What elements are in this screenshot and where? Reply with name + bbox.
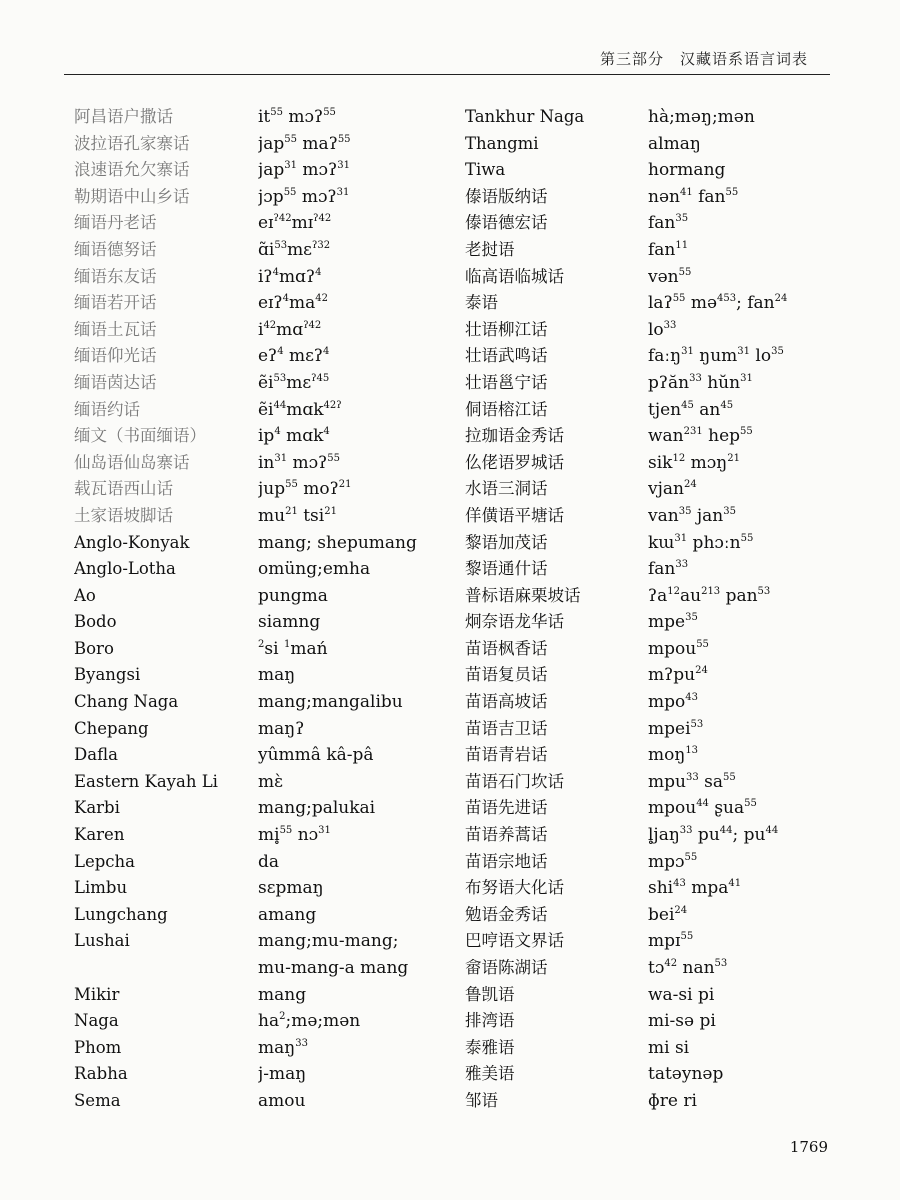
table-cell: 壮语武鸣话 bbox=[465, 346, 548, 366]
table-cell: Thangmi bbox=[465, 133, 539, 153]
table-cell: 勉语金秀话 bbox=[465, 904, 548, 924]
table-cell: omüng;emha bbox=[258, 559, 371, 580]
table-cell: $ɑ̃i^{53}mɛ^{ʔ32}$ bbox=[258, 239, 331, 260]
table-cell: 波拉语孔家寨话 bbox=[74, 133, 190, 153]
table-cell: 雅美语 bbox=[465, 1064, 515, 1084]
table-cell: nən$^{41}$ fan$^{55}$ bbox=[648, 186, 739, 207]
table-cell: $lo^{33}$ bbox=[648, 319, 677, 340]
table-cell: Anglo-Lotha bbox=[74, 559, 176, 579]
table-cell: $ip^4$ mɑk$^4$ bbox=[258, 426, 330, 447]
table-cell: 排湾语 bbox=[465, 1011, 515, 1031]
table-cell: Chang Naga bbox=[74, 692, 179, 712]
table-cell: 傣语版纳话 bbox=[465, 186, 548, 206]
header-rule bbox=[64, 74, 830, 75]
table-cell: 炯奈语龙华话 bbox=[465, 612, 564, 632]
table-cell: jup$^{55}$ moʔ$^{21}$ bbox=[258, 479, 352, 500]
table-cell: Phom bbox=[74, 1037, 122, 1057]
table-cell: siamng bbox=[258, 612, 321, 633]
table-cell: 缅语丹老话 bbox=[74, 213, 157, 233]
table-cell: eɪ$^{ʔ42}$mɪ$^{ʔ42}$ bbox=[258, 213, 332, 234]
table-cell: $mu^{21}$ tsi$^{21}$ bbox=[258, 505, 337, 526]
table-cell: faːŋ$^{31}$ ŋum$^{31}$ $lo^{35}$ bbox=[648, 346, 784, 367]
table-cell: 阿昌语户撒话 bbox=[74, 107, 173, 126]
table-cell: mpɪ$^{55}$ bbox=[648, 931, 694, 952]
table-cell: wa-si pi bbox=[648, 984, 715, 1005]
table-cell: fan$^{35}$ bbox=[648, 213, 689, 234]
table-cell: 苗语复员话 bbox=[465, 665, 548, 685]
table-cell: vən$^{55}$ bbox=[648, 266, 692, 287]
table-cell: 土家语坡脚话 bbox=[74, 505, 173, 525]
table-cell: 苗语青岩话 bbox=[465, 745, 548, 765]
table-cell: $ʔa^{12}au^{213}$ pan$^{53}$ bbox=[648, 585, 771, 606]
table-cell: Lushai bbox=[74, 931, 130, 951]
table-cell: mpe$^{35}$ bbox=[648, 612, 698, 633]
table-cell: mi̥$^{55}$ nɔ$^{31}$ bbox=[258, 825, 331, 846]
table-cell: pungma bbox=[258, 585, 328, 606]
table-cell: $in^{31}$ mɔʔ$^{55}$ bbox=[258, 452, 341, 473]
table-cell: 邹语 bbox=[465, 1090, 498, 1110]
table-cell: 苗语吉卫话 bbox=[465, 718, 548, 738]
table-cell: bei$^{24}$ bbox=[648, 904, 688, 925]
table-cell: Limbu bbox=[74, 878, 128, 898]
table-cell: Karbi bbox=[74, 798, 120, 818]
table-cell: 苗语先进话 bbox=[465, 798, 548, 818]
table-cell: ɸre ri bbox=[648, 1090, 697, 1111]
table-cell: mang;mu-mang; bbox=[258, 931, 399, 952]
table-cell: eʔ$^4$ mɛʔ$^4$ bbox=[258, 346, 330, 367]
table-cell: Tankhur Naga bbox=[465, 107, 585, 126]
table-cell: tjen$^{45}$ $an^{45}$ bbox=[648, 399, 734, 420]
table-cell: da bbox=[258, 851, 280, 872]
table-cell: vjan$^{24}$ bbox=[648, 479, 697, 500]
table-cell: mi si bbox=[648, 1037, 690, 1058]
table-cell: 苗语枫香话 bbox=[465, 638, 548, 658]
table-cell: l̥jaŋ$^{33}$ $pu^{44}$; $pu^{44}$ bbox=[648, 825, 779, 846]
table-cell: 鲁凯语 bbox=[465, 984, 515, 1004]
table-cell: sɛpmaŋ bbox=[258, 878, 324, 899]
table-cell: 仫佬语罗城话 bbox=[465, 452, 564, 472]
table-cell: Naga bbox=[74, 1011, 119, 1031]
table-cell: $i^{42}mɑ^{ʔ42}$ bbox=[258, 319, 322, 340]
table-cell: 苗语石门坎话 bbox=[465, 771, 564, 791]
table-cell: ẽi$^{53}$mɛ$^{ʔ45}$ bbox=[258, 372, 330, 393]
table-cell: 缅语茵达话 bbox=[74, 372, 157, 392]
table-cell: 黎语加茂话 bbox=[465, 532, 548, 552]
table-cell: mpo$^{43}$ bbox=[648, 692, 698, 713]
table-cell: jap$^{31}$ mɔʔ$^{31}$ bbox=[258, 160, 350, 181]
table-cell: Karen bbox=[74, 825, 125, 845]
column-language-names-right bbox=[465, 104, 640, 1115]
column-forms-right bbox=[648, 104, 848, 1115]
table-cell: wan$^{231}$ hep$^{55}$ bbox=[648, 426, 753, 447]
table-cell: 侗语榕江话 bbox=[465, 399, 548, 419]
table-cell: Chepang bbox=[74, 718, 149, 738]
table-cell: 缅文（书面缅语） bbox=[74, 426, 206, 446]
table-cell: mang;mangalibu bbox=[258, 692, 403, 713]
table-cell: Eastern Kayah Li bbox=[74, 771, 218, 791]
table-cell: pʔăn$^{33}$ hŭn$^{31}$ bbox=[648, 372, 753, 393]
table-cell: 浪速语允欠寨话 bbox=[74, 160, 190, 180]
table-cell: 壮语邕宁话 bbox=[465, 372, 548, 392]
table-cell: 佯僙语平塘话 bbox=[465, 505, 564, 525]
table-cell: Dafla bbox=[74, 745, 118, 765]
table-cell: maŋʔ bbox=[258, 718, 305, 739]
table-cell: 巴哼语文界话 bbox=[465, 931, 564, 951]
table-cell: 载瓦语西山话 bbox=[74, 479, 173, 499]
table-cell: $eɪʔ^4ma^{42}$ bbox=[258, 293, 328, 314]
table-cell: almaŋ bbox=[648, 133, 701, 154]
table-cell: 壮语柳江话 bbox=[465, 319, 548, 339]
column-forms-left bbox=[258, 104, 458, 1115]
table-cell bbox=[74, 955, 254, 982]
table-cell: 老挝语 bbox=[465, 239, 515, 259]
table-cell: moŋ$^{13}$ bbox=[648, 745, 699, 766]
table-cell: Lepcha bbox=[74, 851, 135, 871]
table-cell: 仙岛语仙岛寨话 bbox=[74, 452, 190, 472]
table-cell: hormang bbox=[648, 160, 726, 181]
table-cell: 缅语若开话 bbox=[74, 293, 157, 313]
table-cell: mpu$^{33}$ $sa^{55}$ bbox=[648, 771, 736, 792]
table-cell: maŋ$^{33}$ bbox=[258, 1037, 308, 1058]
table-cell: mpou$^{55}$ bbox=[648, 638, 709, 659]
table-cell: j-maŋ bbox=[258, 1064, 307, 1085]
table-cell: 缅语土瓦话 bbox=[74, 319, 157, 339]
table-cell: 苗语养蒿话 bbox=[465, 825, 548, 845]
table-cell: iʔ$^4$mɑʔ$^4$ bbox=[258, 266, 322, 287]
table-cell: Sema bbox=[74, 1090, 121, 1110]
table-cell: Rabha bbox=[74, 1064, 128, 1084]
table-cell: mang bbox=[258, 984, 307, 1005]
table-cell: shi$^{43}$ mpa$^{41}$ bbox=[648, 878, 742, 899]
table-cell: fan$^{33}$ bbox=[648, 559, 689, 580]
table-cell: laʔ$^{55}$ mə$^{453}$; fan$^{24}$ bbox=[648, 293, 788, 314]
table-cell: jɔp$^{55}$ mɔʔ$^{31}$ bbox=[258, 186, 350, 207]
column-language-names-left bbox=[74, 104, 254, 1115]
table-cell: 苗语宗地话 bbox=[465, 851, 548, 871]
table-cell: Bodo bbox=[74, 612, 117, 632]
table-cell: 勒期语中山乡话 bbox=[74, 186, 190, 206]
table-cell: fan$^{11}$ bbox=[648, 239, 689, 260]
table-cell: mu-mang-a mang bbox=[258, 958, 409, 978]
table-cell: 临高语临城话 bbox=[465, 266, 564, 286]
table-cell: maŋ bbox=[258, 665, 296, 686]
table-cell: Ao bbox=[74, 585, 96, 605]
table-cell: 水语三洞话 bbox=[465, 479, 548, 499]
table-cell: mang;palukai bbox=[258, 798, 376, 819]
table-cell: 缅语约话 bbox=[74, 399, 140, 419]
table-cell: Mikir bbox=[74, 984, 120, 1004]
page-number: 1769 bbox=[789, 1138, 828, 1156]
table-cell: $it^{55}$ mɔʔ$^{55}$ bbox=[258, 107, 336, 127]
table-cell: 泰雅语 bbox=[465, 1037, 515, 1057]
table-cell: 傣语德宏话 bbox=[465, 213, 548, 233]
table-cell: jap$^{55}$ maʔ$^{55}$ bbox=[258, 133, 351, 154]
table-cell: tatəynəp bbox=[648, 1064, 724, 1085]
table-cell: 缅语东友话 bbox=[74, 266, 157, 286]
table-cell: mʔpu$^{24}$ bbox=[648, 665, 708, 686]
table-cell: Tiwa bbox=[465, 160, 506, 180]
table-cell: mpou$^{44}$ ʂua$^{55}$ bbox=[648, 798, 757, 819]
table-cell: amang bbox=[258, 904, 317, 925]
table-cell: yûmmâ kâ-pâ bbox=[258, 745, 374, 766]
table-cell: tɔ$^{42}$ nan$^{53}$ bbox=[648, 958, 728, 978]
table-cell: Byangsi bbox=[74, 665, 141, 685]
table-cell: van$^{35}$ jan$^{35}$ bbox=[648, 505, 736, 526]
table-cell: mang; shepumang bbox=[258, 532, 417, 553]
table-cell: 拉珈语金秀话 bbox=[465, 426, 564, 446]
table-cell: 缅语德努话 bbox=[74, 239, 157, 259]
table-cell: sik$^{12}$ mɔŋ$^{21}$ bbox=[648, 452, 740, 473]
table-cell: 布努语大化话 bbox=[465, 878, 564, 898]
table-cell: 黎语通什话 bbox=[465, 559, 548, 579]
table-cell: $ha^2;mə;mən$ bbox=[258, 1011, 361, 1032]
table-cell: mi-sə pi bbox=[648, 1011, 716, 1032]
table-cell: Lungchang bbox=[74, 904, 168, 924]
running-header: 第三部分 汉藏语系语言词表 bbox=[599, 50, 808, 68]
table-cell: Anglo-Konyak bbox=[74, 532, 190, 552]
table-cell: 缅语仰光话 bbox=[74, 346, 157, 366]
table-cell: 普标语麻栗坡话 bbox=[465, 585, 581, 605]
table-cell: mpɔ$^{55}$ bbox=[648, 851, 698, 872]
table-cell: amou bbox=[258, 1090, 306, 1111]
table-cell: 泰语 bbox=[465, 293, 498, 313]
table-cell: 畲语陈湖话 bbox=[465, 958, 548, 977]
table-cell: kɯ$^{31}$ phɔːn$^{55}$ bbox=[648, 532, 754, 553]
table-cell: mɛ̀ bbox=[258, 771, 283, 792]
table-cell: $^2$si $^1$mań bbox=[258, 638, 328, 659]
table-cell: 苗语高坡话 bbox=[465, 692, 548, 712]
table-cell: hà;məŋ;mən bbox=[648, 107, 755, 127]
table-cell: mpei$^{53}$ bbox=[648, 718, 704, 739]
table-cell: ẽi$^{44}$mɑk$^{42ʔ}$ bbox=[258, 399, 342, 420]
table-cell: Boro bbox=[74, 638, 114, 658]
